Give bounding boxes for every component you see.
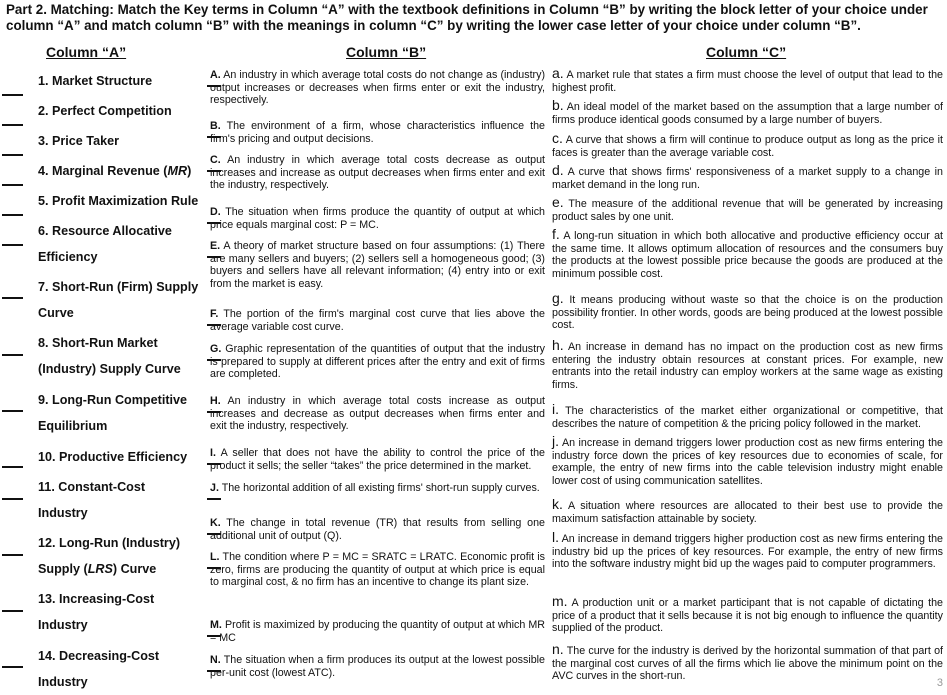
term-6-line2: Efficiency <box>38 250 98 264</box>
term-11-line1: 11. Constant-Cost <box>38 480 146 494</box>
definition-letter: L. <box>210 551 220 563</box>
meaning-text: A long-run situation in which both allocative and productive efficiency occur at the same time. It allows optimum allocation of resources and the consumers buy the products at the lowest possible price because the goods are produced at the minimum possible cost. <box>552 230 943 280</box>
term-13-line2: Industry <box>38 618 88 632</box>
meaning-letter: d. <box>552 162 564 178</box>
definition-blank-h[interactable] <box>207 411 221 413</box>
definition-blank-n[interactable] <box>207 670 221 672</box>
definition-d <box>210 206 545 231</box>
definition-blank-j[interactable] <box>207 498 221 500</box>
term-7 <box>38 274 198 326</box>
definition-text: Graphic representation of the quantities of output that the industry is prepared to supply at different prices after the entry and exit of firms are completed. <box>210 343 545 380</box>
term-8-line2: (Industry) Supply Curve <box>38 362 181 376</box>
term-12-line2: Supply (LRS) Curve <box>38 562 157 576</box>
definition-letter: M. <box>210 619 222 631</box>
definition-letter: A. <box>210 69 221 81</box>
meaning-text: An increase in demand triggers higher production cost as new firms entering the industry bid up the prices of key resources. For example, the entry of new firms into the software industry might bid up the wages paid to computer programmers. <box>552 533 943 570</box>
meaning-b <box>552 99 943 126</box>
definition-g <box>210 343 545 381</box>
definition-letter: G. <box>210 343 222 355</box>
term-11 <box>38 474 198 526</box>
definition-blank-d[interactable] <box>207 222 221 224</box>
definition-text: A seller that does not have the ability to control the price of the product it sells; the seller “takes” the price determined in the market. <box>210 447 545 472</box>
term-1: 1. Market Structure <box>38 74 153 88</box>
answer-blank-7[interactable] <box>2 297 23 299</box>
definition-n <box>210 654 545 679</box>
definition-blank-m[interactable] <box>207 635 221 637</box>
column-b-definitions <box>196 62 548 691</box>
meaning-j <box>552 435 943 487</box>
column-c-header: Column “C” <box>706 44 787 60</box>
meaning-l <box>552 531 943 571</box>
meaning-text: The measure of the additional revenue that will be generated by increasing product sales by one unit. <box>552 198 943 223</box>
term-5: 5. Profit Maximization Rule <box>38 194 199 208</box>
definition-text: The situation when a firm produces its output at the lowest possible per-unit cost (lowest ATC). <box>210 654 546 679</box>
term-12-line1: 12. Long-Run (Industry) <box>38 536 181 550</box>
term-10: 10. Productive Efficiency <box>38 450 188 464</box>
definition-text: An industry in which average total costs do not change as (industry) output increases or decreases when firms enter or exit the industry, respectively. <box>210 69 545 106</box>
meaning-letter: i. <box>552 401 559 417</box>
page-number: 3 <box>936 677 943 689</box>
term-8-line1: 8. Short-Run Market <box>38 336 158 350</box>
meaning-letter: b. <box>552 97 564 113</box>
definition-blank-i[interactable] <box>207 463 221 465</box>
meaning-text: An increase in demand has no impact on the production cost as new firms entering the industry obtain resources at constant prices. For example, new entrants into the retail industry can employ workers at the same wage as existing firms. <box>552 341 943 391</box>
meaning-letter: h. <box>552 337 564 353</box>
term-11-line2: Industry <box>38 506 88 520</box>
answer-blank-12[interactable] <box>2 554 23 556</box>
definition-text: An industry in which average total costs decrease as output increases and increase as output decreases when firms enter and exit the industry, respectively. <box>210 154 545 191</box>
definition-blank-k[interactable] <box>207 533 221 535</box>
term-6-line1: 6. Resource Allocative <box>38 224 172 238</box>
definition-text: The condition where P = MC = SRATC = LRATC. Economic profit is zero, firms are producing the quantity of output at which price is equal to marginal cost, & no firm has an incentive to change its plant size. <box>210 551 545 588</box>
meaning-letter: l. <box>552 529 559 545</box>
meaning-text: A production unit or a market participant that is not capable of dictating the price of a product that it sells because it is not big enough to influence the quantity supplied of the product. <box>552 597 943 634</box>
column-a-terms <box>0 62 200 691</box>
definition-l <box>210 551 545 589</box>
answer-blank-6[interactable] <box>2 244 23 246</box>
meaning-text: A situation where resources are allocated to their best use to provide the maximum satisfaction attainable by society. <box>552 500 943 525</box>
definition-a <box>210 69 545 107</box>
definition-letter: C. <box>210 154 221 166</box>
definition-f <box>210 308 545 333</box>
answer-blank-2[interactable] <box>2 124 23 126</box>
definition-letter: B. <box>210 120 221 132</box>
term-9 <box>38 387 198 439</box>
meaning-a <box>552 67 943 94</box>
answer-blank-4[interactable] <box>2 184 23 186</box>
column-b-header: Column “B” <box>346 44 427 60</box>
answer-blank-8[interactable] <box>2 354 23 356</box>
answer-blank-3[interactable] <box>2 154 23 156</box>
meaning-text: A curve that shows firms' responsiveness of a market supply to a change in market demand in the long run. <box>552 166 943 191</box>
meaning-letter: c. <box>552 130 563 146</box>
answer-blank-10[interactable] <box>2 466 23 468</box>
meaning-f <box>552 228 943 280</box>
term-7-line1: 7. Short-Run (Firm) Supply <box>38 280 199 294</box>
term-12 <box>38 530 198 582</box>
definition-text: The change in total revenue (TR) that results from selling one additional unit of output (Q). <box>210 517 545 542</box>
answer-blank-11[interactable] <box>2 498 23 500</box>
definition-b <box>210 120 545 145</box>
term-8 <box>38 330 198 382</box>
definition-letter: E. <box>210 240 221 252</box>
term-13-line1: 13. Increasing-Cost <box>38 592 155 606</box>
answer-blank-14[interactable] <box>2 666 23 668</box>
definition-letter: D. <box>210 206 221 218</box>
definition-letter: J. <box>210 482 219 494</box>
meaning-text: An increase in demand triggers lower production cost as new firms entering the industry force down the prices of key resources due to economies of scale, for example, the entry of new firms into the cable television industry might enable lower cost of using communication satellites. <box>552 437 943 487</box>
definition-text: A theory of market structure based on four assumptions: (1) There are many sellers and buyers; (2) sellers sell a homogeneous good; (3) buyers and sellers have all relevant information; (4) entry into or exit from the market is easy. <box>210 240 545 290</box>
definition-text: The horizontal addition of all existing firms' short-run supply curves. <box>221 482 540 494</box>
definition-text: The portion of the firm's marginal cost curve that lies above the average variable cost curve. <box>210 308 545 333</box>
term-9-line2: Equilibrium <box>38 419 108 433</box>
definition-letter: I. <box>210 447 216 459</box>
meaning-text: The curve for the industry is derived by the horizontal summation of that part of the marginal cost curves of all the firms which lie above the minimum point on the AVC curves in the short-run. <box>552 645 943 682</box>
meaning-i <box>552 403 943 430</box>
meaning-d <box>552 164 943 191</box>
answer-blank-13[interactable] <box>2 610 23 612</box>
term-14 <box>38 643 198 695</box>
definition-text: The situation when firms produce the quantity of output at which price equals marginal cost: P = MC. <box>210 206 545 231</box>
meaning-c <box>552 132 943 159</box>
term-4: 4. Marginal Revenue (MR) <box>38 164 192 178</box>
definition-e <box>210 240 545 290</box>
meaning-text: A curve that shows a firm will continue to produce output as long as the price it faces is greater than the average variable cost. <box>552 134 943 159</box>
meaning-letter: m. <box>552 593 568 609</box>
term-6 <box>38 218 198 270</box>
answer-blank-1[interactable] <box>2 94 23 96</box>
meaning-g <box>552 292 943 332</box>
meaning-h <box>552 339 943 391</box>
meaning-letter: e. <box>552 194 564 210</box>
definition-i <box>210 447 545 472</box>
term-2: 2. Perfect Competition <box>38 104 172 118</box>
meaning-letter: g. <box>552 290 564 306</box>
answer-blank-5[interactable] <box>2 214 23 216</box>
term-14-line1: 14. Decreasing-Cost <box>38 649 160 663</box>
meaning-letter: n. <box>552 641 564 657</box>
definition-j <box>210 482 545 495</box>
column-c-meanings <box>552 62 944 691</box>
definition-text: Profit is maximized by producing the quantity of output at which MR = MC <box>210 619 545 644</box>
term-7-line2: Curve <box>38 306 74 320</box>
definition-blank-l[interactable] <box>207 567 221 569</box>
definition-letter: F. <box>210 308 219 320</box>
definition-letter: K. <box>210 517 221 529</box>
definition-m <box>210 619 545 644</box>
definition-blank-a[interactable] <box>207 85 221 87</box>
definition-blank-c[interactable] <box>207 170 221 172</box>
meaning-e <box>552 196 943 223</box>
definition-blank-f[interactable] <box>207 324 221 326</box>
meaning-letter: j. <box>552 433 559 449</box>
meaning-n <box>552 643 943 683</box>
meaning-letter: a. <box>552 65 564 81</box>
definition-c <box>210 154 545 192</box>
definition-letter: N. <box>210 654 221 666</box>
term-14-line2: Industry <box>38 675 88 689</box>
definition-text: An industry in which average total costs increase as output increases and decrease as output decreases when firms enter and exit the industry, respectively. <box>210 395 545 432</box>
meaning-text: A market rule that states a firm must choose the level of output that lead to the highest profit. <box>552 69 943 94</box>
term-3: 3. Price Taker <box>38 134 119 148</box>
meaning-letter: k. <box>552 496 563 512</box>
definition-blank-e[interactable] <box>207 256 221 258</box>
meaning-text: An ideal model of the market based on the assumption that a large number of firms produce identical goods consumed by a large number of buyers. <box>552 101 943 126</box>
term-9-line1: 9. Long-Run Competitive <box>38 393 188 407</box>
definition-blank-g[interactable] <box>207 359 221 361</box>
definition-k <box>210 517 545 542</box>
meaning-text: The characteristics of the market either organizational or competitive, that describes the nature of competition & the pricing policy followed in the market. <box>552 405 943 430</box>
term-13 <box>38 586 198 638</box>
meaning-k <box>552 498 943 525</box>
meaning-letter: f. <box>552 226 560 242</box>
definition-blank-b[interactable] <box>207 136 221 138</box>
answer-blank-9[interactable] <box>2 410 23 412</box>
definition-h <box>210 395 545 433</box>
definition-text: The environment of a firm, whose characteristics influence the firm's pricing and output decisions. <box>210 120 545 145</box>
column-a-header: Column “A” <box>46 44 127 60</box>
definition-letter: H. <box>210 395 221 407</box>
instructions-title: Part 2. Matching: Match the Key terms in Column “A” with the textbook definitions in Column “B” by writing the block letter of your choice under column “A” and match column “B” with the meanings in column “C” by writing the lower case letter of your choice under column “B”. <box>6 2 928 33</box>
meaning-text: It means producing without waste so that the choice is on the production possibility frontier. In other words, goods are being produced at the lowest possible cost. <box>552 294 943 331</box>
meaning-m <box>552 595 943 635</box>
